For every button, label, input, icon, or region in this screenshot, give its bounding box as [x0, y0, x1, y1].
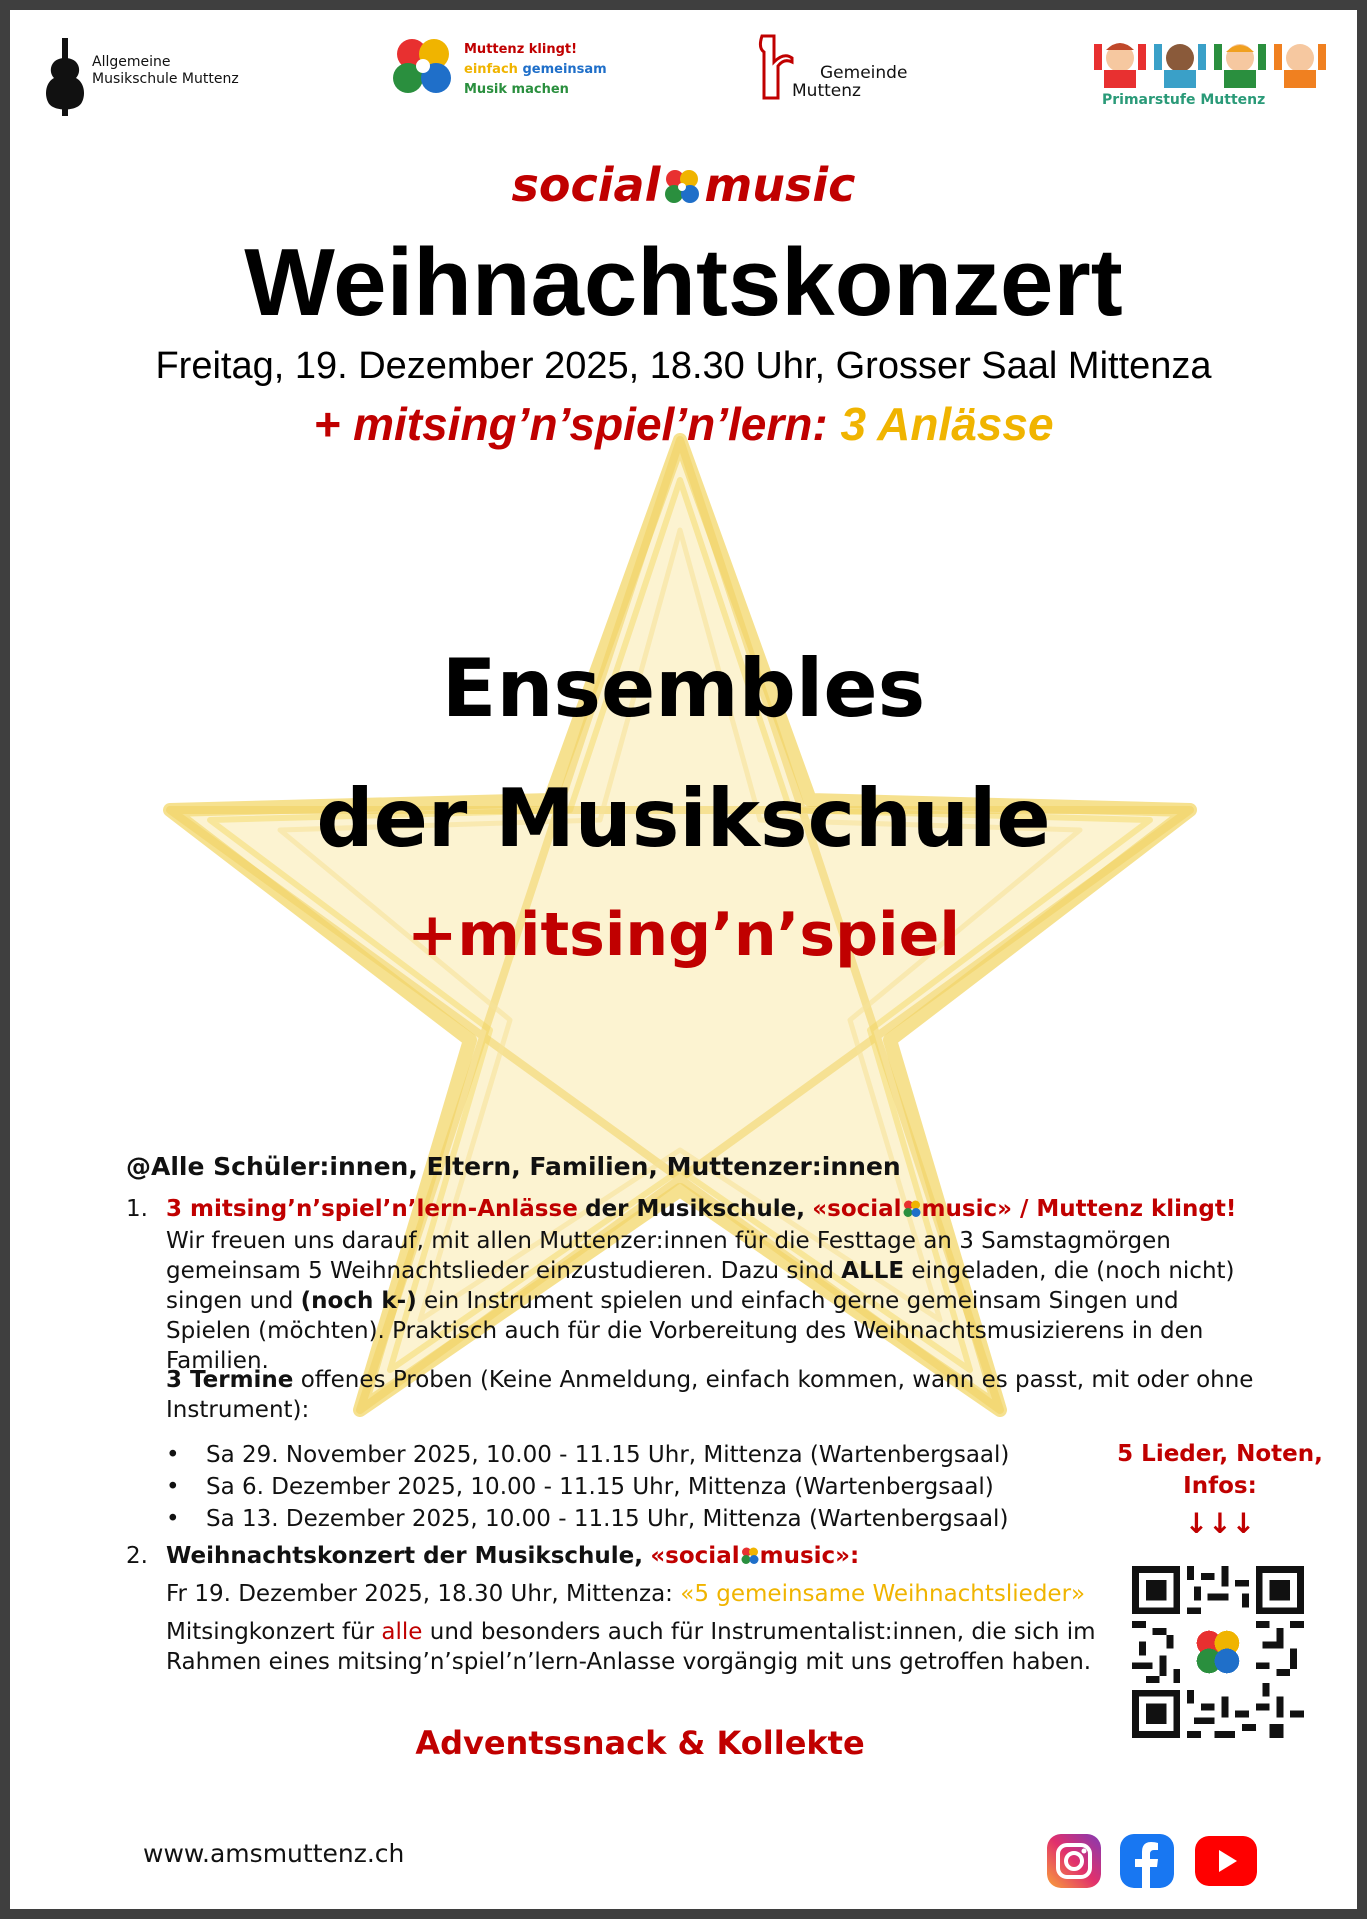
ams-logo-text: Allgemeine Musikschule Muttenz [92, 54, 239, 87]
qr-caption: 5 Lieder, Noten, Infos: ↓↓↓ [1110, 1438, 1330, 1540]
muttenz-klingt-logo-text: Muttenz klingt! einfach gemeinsam Musik machen [464, 42, 607, 97]
item2-paragraph: Mitsingkonzert für alle und besonders auch für Instrumentalist:innen, die sich im Rahmen eines mitsing’n’spiel’n’lern-Anlasse vorgängig mit uns getroffen haben. [166, 1619, 1096, 1675]
item-number: 2. [126, 1543, 148, 1569]
item2-heading: Weihnachtskonzert der Musikschule, «social music»: [166, 1543, 860, 1569]
youtube-icon[interactable] [1195, 1836, 1257, 1886]
item-number: 1. [126, 1196, 148, 1222]
item2-date: Fr 19. Dezember 2025, 18.30 Uhr, Mittenza: «5 gemeinsame Weihnachtslieder» [166, 1581, 1086, 1607]
gemeinde-logo-text: Gemeinde Muttenz [792, 63, 908, 101]
ensembles-heading: Ensembles [441, 642, 926, 735]
children-icon [1090, 34, 1330, 88]
dates-list [166, 1440, 1009, 1536]
item1-termine: 3 Termine offenes Proben (Keine Anmeldung, einfach kommen, wann es passt, mit oder ohne Instrument): [166, 1367, 1254, 1423]
item1-paragraph: Wir freuen uns darauf, mit allen Muttenzer:innen für die Festtage an 3 Samstagmörgen gemeinsam 5 Weihnachtslieder einzustudieren. Dazu sind ALLE eingeladen, die (noch nicht) singen und (noch k-) ein Instrument spielen und einfach gerne gemeinsam Singen und Spielen (möchten). Praktisch auch für die Vorbereitung des Weihnachtsmusizierens in den Familien. [166, 1228, 1235, 1374]
item1-heading: 3 mitsing’n’spiel’n’lern-Anlässe der Musikschule, «social music» / Muttenz klingt! [166, 1196, 1237, 1222]
clover-icon [388, 34, 458, 104]
arrow-down-icon: ↓↓↓ [1184, 1507, 1256, 1540]
facebook-icon[interactable] [1120, 1834, 1174, 1888]
violin-icon [40, 38, 90, 116]
snack-line: Adventssnack & Kollekte [415, 1724, 865, 1762]
list-item: • Sa 6. Dezember 2025, 10.00 - 11.15 Uhr, Mittenza (Wartenbergsaal) [166, 1474, 994, 1500]
qr-code[interactable] [1132, 1566, 1304, 1738]
primarstufe-logo-text: Primarstufe Muttenz [1102, 92, 1266, 108]
subtitle-line: + mitsing’n’spiel’n’lern: 3 Anlässe [313, 398, 1054, 450]
clover-icon [662, 167, 702, 207]
event-date-line: Freitag, 19. Dezember 2025, 18.30 Uhr, Grosser Saal Mittenza [155, 345, 1212, 387]
clover-icon [902, 1199, 922, 1219]
gemeinde-crest-icon [756, 32, 796, 104]
mitsing-heading: +mitsing’n’spiel [407, 900, 960, 970]
instagram-icon[interactable] [1047, 1834, 1101, 1888]
list-item: • Sa 29. November 2025, 10.00 - 11.15 Uhr, Mittenza (Wartenbergsaal) [166, 1442, 1010, 1468]
social-music-logo: social music [511, 158, 856, 212]
audience-line: @Alle Schüler:innen, Eltern, Familien, Muttenzer:innen [126, 1152, 901, 1181]
clover-icon [740, 1546, 760, 1566]
page-title: Weihnachtskonzert [244, 229, 1123, 336]
musikschule-heading: der Musikschule [316, 772, 1051, 865]
list-item: • Sa 13. Dezember 2025, 10.00 - 11.15 Uhr, Mittenza (Wartenbergsaal) [166, 1506, 1009, 1532]
website-link[interactable]: www.amsmuttenz.ch [143, 1839, 405, 1868]
